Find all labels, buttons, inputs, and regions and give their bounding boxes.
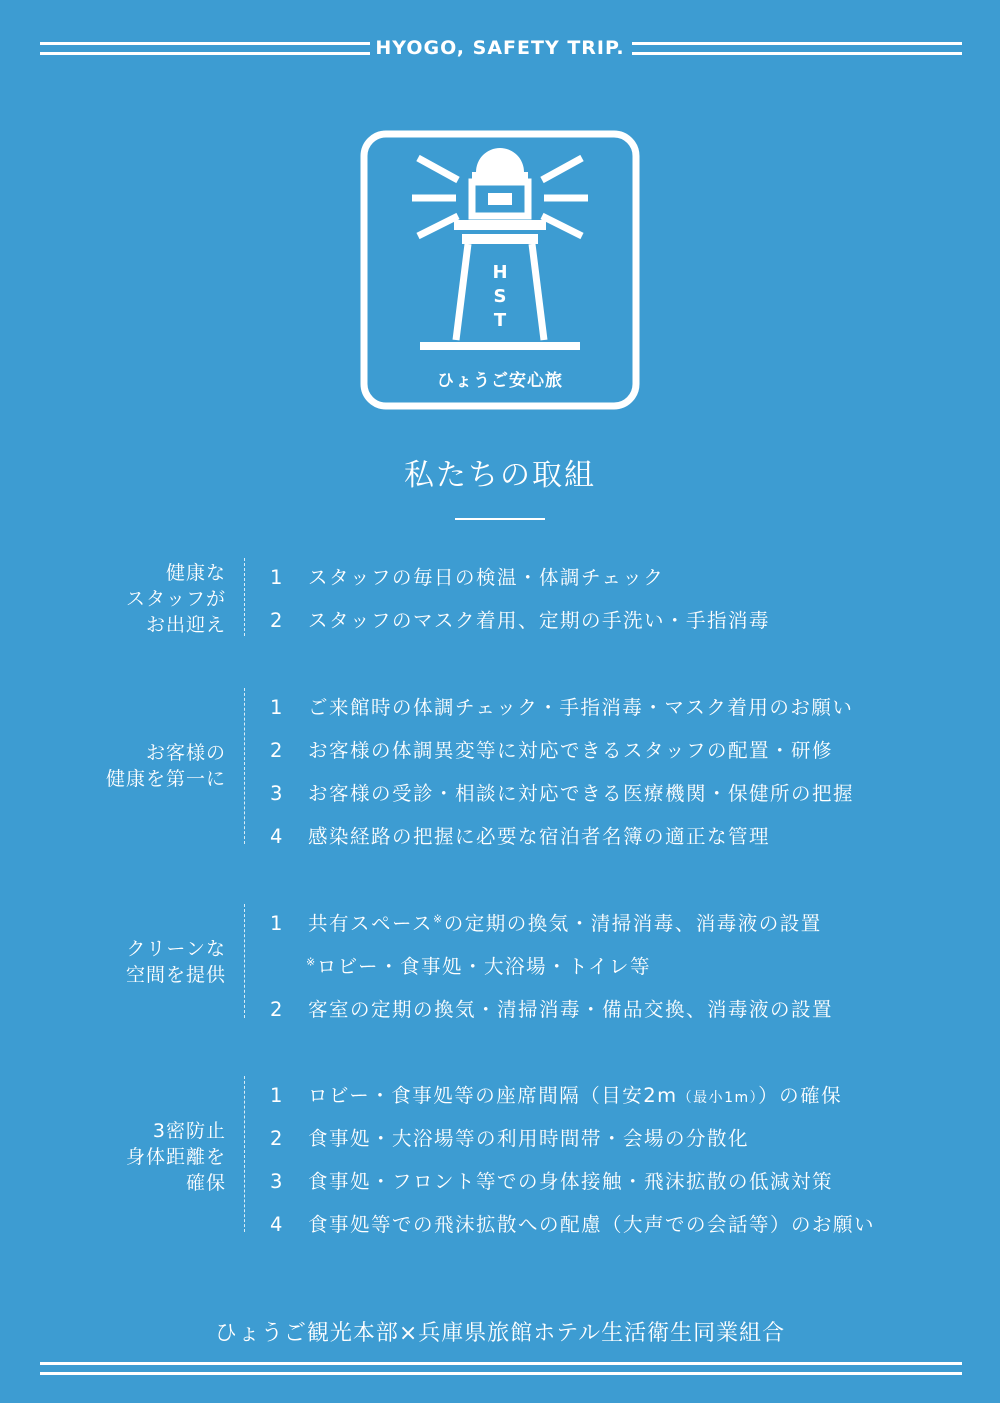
section-label: クリーンな 空間を提供 [125, 938, 226, 986]
list-item: 3 お客様の受診・相談に対応できる医療機関・保健所の把握 [270, 782, 855, 805]
list-item: 3 食事処・フロント等での身体接触・飛沫拡散の低減対策 [270, 1170, 834, 1193]
header-title: HYOGO, SAFETY TRIP. [375, 37, 625, 59]
tower-letter-s: S [493, 286, 507, 307]
section-divider [244, 688, 245, 844]
list-item-note: ※ロビー・食事処・大浴場・トイレ等 [306, 955, 651, 978]
list-item: 2 食事処・大浴場等の利用時間帯・会場の分散化 [270, 1127, 750, 1150]
main-title: 私たちの取組 [404, 458, 596, 493]
lighthouse-logo [360, 130, 640, 410]
section-label: 健康な スタッフが お出迎え [125, 562, 226, 636]
section-divider [244, 904, 245, 1018]
list-item: 1 スタッフの毎日の検温・体調チェック [270, 566, 665, 589]
tower-letter-h: H [492, 262, 508, 283]
list-item: 4 食事処等での飛沫拡散への配慮（大声での会話等）のお願い [270, 1213, 876, 1236]
logo-caption: ひょうご安心旅 [437, 371, 563, 391]
section-label: 3密防止 身体距離を 確保 [125, 1120, 226, 1194]
list-item: 2 スタッフのマスク着用、定期の手洗い・手指消毒 [270, 609, 771, 632]
tower-letter-t: T [493, 310, 507, 331]
list-item: 1 共有スペース※の定期の換気・清掃消毒、消毒液の設置 [270, 912, 822, 935]
list-item: 1 ロビー・食事処等の座席間隔（目安2m（最小1m））の確保 [270, 1084, 843, 1107]
list-item: 2 客室の定期の換気・清掃消毒・備品交換、消毒液の設置 [270, 998, 834, 1021]
list-item: 1 ご来館時の体調チェック・手指消毒・マスク着用のお願い [270, 696, 854, 719]
section-divider [244, 1076, 245, 1232]
footer-organizations: ひょうご観光本部×兵庫県旅館ホテル生活衛生同業組合 [214, 1321, 786, 1346]
section-label: お客様の 健康を第一に [105, 742, 226, 790]
list-item: 4 感染経路の把握に必要な宿泊者名簿の適正な管理 [270, 825, 771, 848]
title-underline [455, 518, 545, 520]
list-item: 2 お客様の体調異変等に対応できるスタッフの配置・研修 [270, 739, 834, 762]
section-divider [244, 558, 245, 636]
